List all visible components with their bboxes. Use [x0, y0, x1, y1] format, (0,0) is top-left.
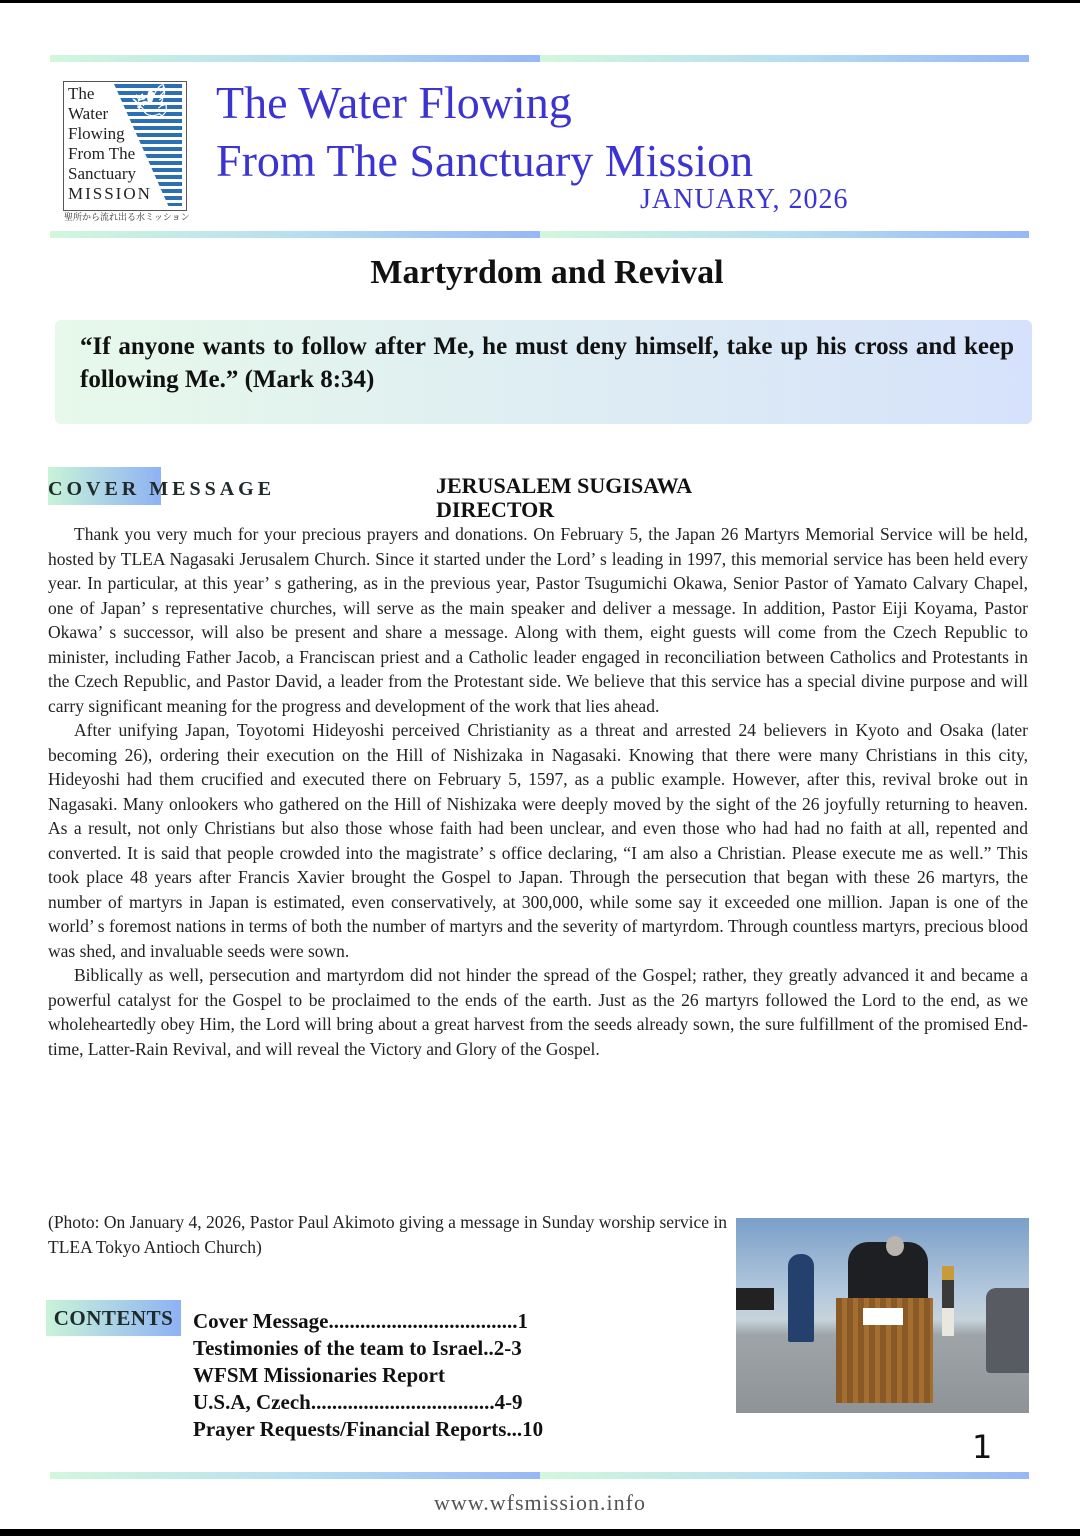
- contents-item[interactable]: Testimonies of the team to Israel..2-3: [193, 1336, 522, 1360]
- paragraph: Thank you very much for your precious prayers and donations. On February 5, the Japan 26 Martyrs Memorial Service will be held, hosted by TLEA Nagasaki Jerusalem Church. Since it started under the Lord’ s leading in 1997, this memorial service has been held every year. In particular, at this year’ s gathering, as in the previous year, Pastor Tsugumichi Okawa, Senior Pastor of Yamato Calvary Chapel, one of Japan’ s representative churches, will serve as the main speaker and deliver a message. In addition, Pastor Eiji Koyama, Pastor Okawa’ s successor, will also be present and share a message. Along with them, eight guests will come from the Czech Republic to minister, including Father Jacob, a Franciscan priest and a Catholic leader engaged in reconciliation between Catholics and Protestants in the Czech Republic, and Pastor David, a leader from the Protestant side. We believe that this service has a special divine purpose and will carry significant meaning for the progress and development of the work that lies ahead.: [48, 524, 1028, 716]
- contents-label: CONTENTS: [46, 1300, 181, 1336]
- table-of-contents: [193, 1308, 543, 1443]
- logo-line: From The: [68, 144, 136, 163]
- photo-caption: (Photo: On January 4, 2026, Pastor Paul Akimoto giving a message in Sunday worship service in TLEA Tokyo Antioch Church): [48, 1212, 728, 1257]
- section-label-text: COVER MESSAGE: [48, 478, 276, 500]
- guitar-shape: [942, 1266, 954, 1336]
- header-top-rule: [50, 55, 1029, 62]
- author-title: DIRECTOR: [436, 497, 555, 522]
- sermon-photo: [736, 1218, 1029, 1413]
- contents-item[interactable]: WFSM Missionaries Report: [193, 1363, 445, 1387]
- footer-rule: [50, 1472, 1029, 1479]
- contents-item[interactable]: Cover Message....................................1: [193, 1309, 528, 1333]
- bottom-border: [0, 1529, 1080, 1536]
- logo-japanese-tagline: 聖所から流れ出る水ミッション: [64, 213, 190, 223]
- harp-cover-shape: [788, 1254, 814, 1342]
- logo-line: MISSION: [68, 184, 152, 203]
- podium-sign: [863, 1308, 903, 1325]
- pastor-head: [886, 1236, 904, 1256]
- logo-line: Flowing: [68, 124, 125, 143]
- section-label-cover-message: [48, 478, 275, 501]
- scripture-verse: “If anyone wants to follow after Me, he must deny himself, take up his cross and keep following Me.” (Mark 8:34): [80, 333, 1014, 393]
- author-name: JERUSALEM SUGISAWA: [436, 473, 693, 498]
- logo-line: Sanctuary: [68, 164, 136, 183]
- header-bottom-rule: [50, 231, 1029, 238]
- top-border: [0, 0, 1080, 3]
- page-number: 1: [972, 1428, 993, 1466]
- website-link[interactable]: www.wfsmission.info: [434, 1490, 646, 1515]
- title-line-2: From The Sanctuary Mission: [216, 135, 754, 186]
- paragraph: Biblically as well, persecution and martyrdom did not hinder the spread of the Gospel; rather, they greatly advanced it and became a powerful catalyst for the Gospel to be proclaimed to the ends of the earth. Just as the 26 martyrs followed the Lord to the end, as we wholeheartedly obey Him, the Lord will bring about a great harvest from the seeds already sown, the sure fulfillment of the promised End-time, Latter-Rain Revival, and will reveal the Victory and Glory of the Gospel.: [48, 965, 1028, 1059]
- chair-shape: [986, 1288, 1029, 1373]
- author-block: [436, 474, 692, 522]
- keyboard-shape: [736, 1288, 774, 1310]
- logo-text: [68, 84, 153, 204]
- paragraph: After unifying Japan, Toyotomi Hideyoshi perceived Christianity as a threat and arrested 24 believers in Kyoto and Osaka (later becoming 26), ordering their execution on the Hill of Nishizaka in Nagasaki. Knowing that there were many Christians in this city, Hideyoshi had them crucified and executed there on February 5, 1597, as a public example. However, after this, revival broke out in Nagasaki. Many onlookers who gathered on the Hill of Nishizaka were deeply moved by the sight of the 26 joyfully returning to heaven. As a result, not only Christians but also those whose faith had been unclear, and even those who had had no faith at all, repented and converted. It is said that people crowded into the magistrate’ s office declaring, “I am also a Christian. Please execute me as well.” This took place 48 years after Francis Xavier brought the Gospel to Japan. Through the persecution that began with these 26 martyrs, the number of martyrs in Japan is estimated, even conservatively, at 300,000, while some say it exceeded one million. Japan is one of the world’ s foremost nations in terms of both the number of martyrs and the severity of martyrdom. Through countless martyrs, precious blood was shed, and invaluable seeds were sown.: [48, 720, 1028, 961]
- logo-line: Water: [68, 104, 109, 123]
- article-body: [48, 522, 1028, 1061]
- contents-item[interactable]: Prayer Requests/Financial Reports...10: [193, 1417, 544, 1441]
- mission-logo: [63, 81, 187, 211]
- dove-icon: 🕊: [128, 81, 177, 128]
- logo-line: The: [68, 84, 95, 103]
- title-line-1: The Water Flowing: [216, 77, 572, 128]
- contents-item[interactable]: U.S.A, Czech...................................4-9: [193, 1390, 523, 1414]
- article-title: Martyrdom and Revival: [370, 254, 724, 291]
- verse-box: [55, 320, 1032, 424]
- newsletter-title: [216, 74, 753, 190]
- issue-date: JANUARY, 2026: [640, 184, 849, 215]
